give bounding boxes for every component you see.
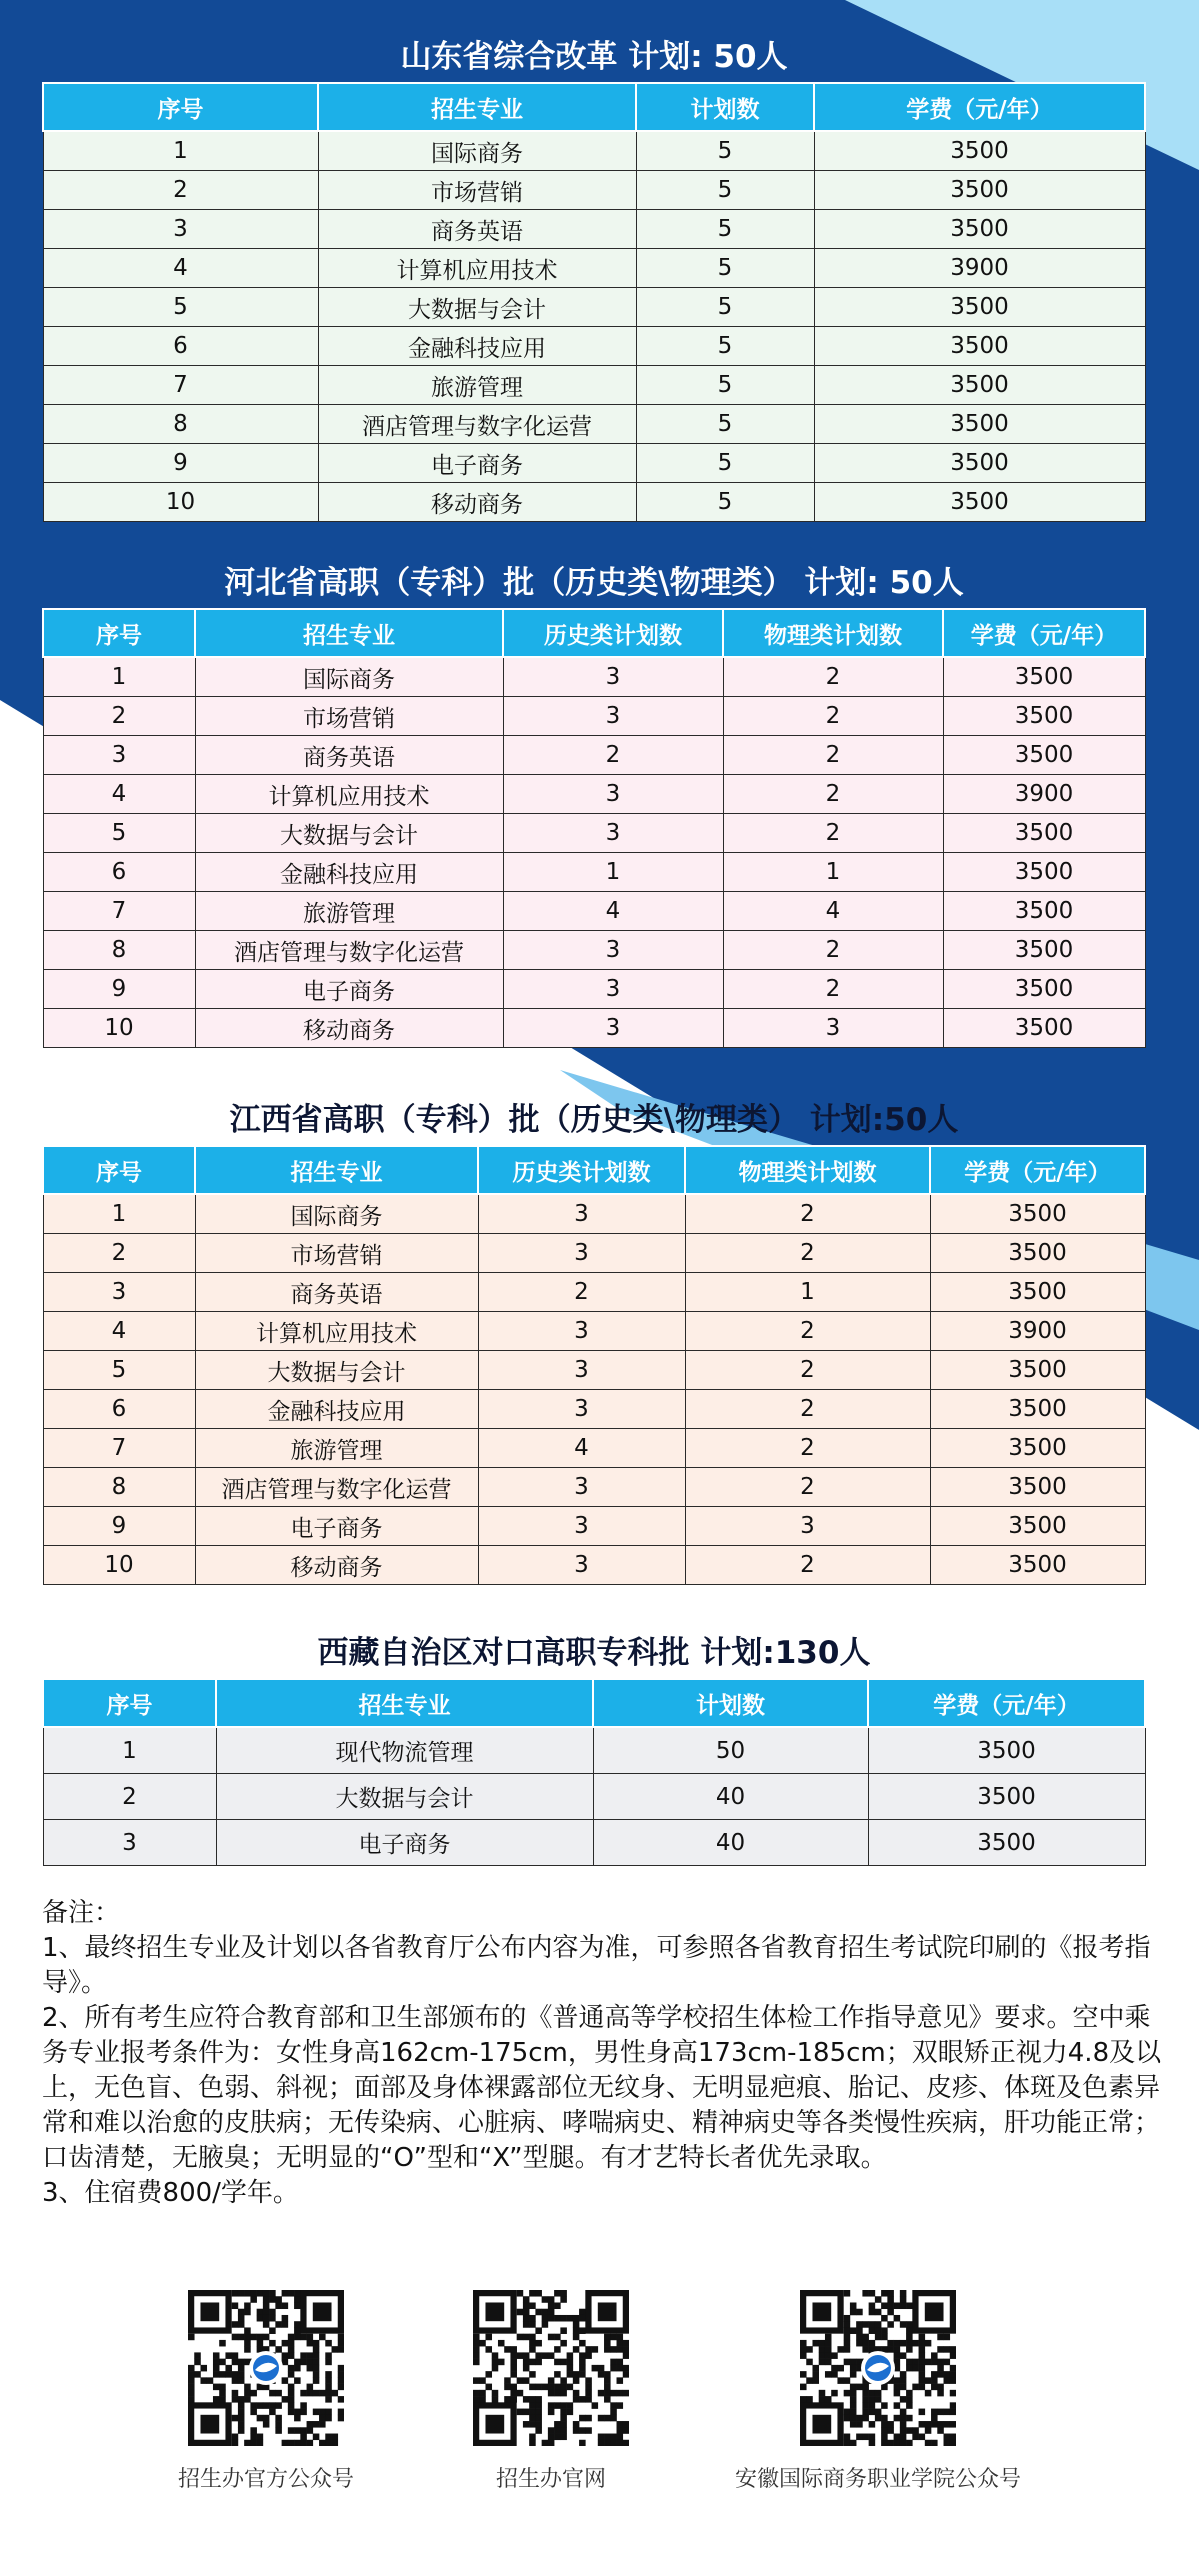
table-row <box>43 1234 1145 1273</box>
section-shandong <box>42 32 1146 522</box>
table-cell: 3 <box>478 1234 685 1273</box>
table-cell: 2 <box>723 697 943 736</box>
column-header: 招生专业 <box>216 1679 593 1727</box>
table-cell: 5 <box>636 405 814 444</box>
table-cell: 商务英语 <box>318 210 636 249</box>
table-cell: 计算机应用技术 <box>195 775 503 814</box>
plan-table <box>42 82 1146 522</box>
column-header: 计划数 <box>593 1679 868 1727</box>
table-cell: 3500 <box>930 1351 1145 1390</box>
table-cell: 1 <box>43 131 318 171</box>
table-cell: 3 <box>478 1351 685 1390</box>
table-cell: 3 <box>723 1009 943 1048</box>
table-row <box>43 366 1145 405</box>
note-item: 2、所有考生应符合教育部和卫生部颁布的《普通高等学校招生体检工作指导意见》要求。空中乘务专业报考条件为：女性身高162cm-175cm，男性身高173cm-185cm；双眼矫正视力4.8及以上，无色盲、色弱、斜视；面部及身体裸露部位无纹身、无明显疤痕、胎记、皮疹、体斑及色素异常和难以治愈的皮肤病；无传染病、心脏病、哮喘病史、精神病史等各类慢性疾病，肝功能正常；口齿清楚，无腋臭；无明显的“O”型和“X”型腿。有才艺特长者优先录取。 <box>42 2003 1162 2173</box>
table-cell: 7 <box>43 892 195 931</box>
table-cell: 3500 <box>930 1390 1145 1429</box>
table-cell: 旅游管理 <box>195 1429 478 1468</box>
table-cell: 3500 <box>943 736 1145 775</box>
table-cell: 7 <box>43 366 318 405</box>
table-cell: 9 <box>43 444 318 483</box>
table-cell: 市场营销 <box>318 171 636 210</box>
table-header-row <box>43 1146 1145 1194</box>
table-cell: 3500 <box>930 1273 1145 1312</box>
table-cell: 3900 <box>814 249 1145 288</box>
table-cell: 3500 <box>814 210 1145 249</box>
table-cell: 酒店管理与数字化运营 <box>195 1468 478 1507</box>
table-row <box>43 1429 1145 1468</box>
table-cell: 3500 <box>814 405 1145 444</box>
table-cell: 2 <box>685 1312 930 1351</box>
table-cell: 国际商务 <box>195 657 503 697</box>
table-row <box>43 892 1145 931</box>
table-cell: 3 <box>503 697 723 736</box>
table-cell: 2 <box>723 775 943 814</box>
table-cell: 5 <box>636 288 814 327</box>
plan-table <box>42 608 1146 1048</box>
table-cell: 6 <box>43 853 195 892</box>
table-cell: 2 <box>43 1234 195 1273</box>
table-cell: 计算机应用技术 <box>195 1312 478 1351</box>
table-row <box>43 249 1145 288</box>
table-cell: 3 <box>43 736 195 775</box>
table-row <box>43 288 1145 327</box>
table-cell: 3 <box>478 1194 685 1234</box>
section-title: 河北省高职（专科）批（历史类\物理类） 计划: 50人 <box>224 565 964 601</box>
table-cell: 5 <box>636 327 814 366</box>
table-cell: 移动商务 <box>195 1009 503 1048</box>
table-cell: 3500 <box>943 892 1145 931</box>
plan-table <box>42 1145 1146 1585</box>
table-cell: 3500 <box>943 657 1145 697</box>
table-cell: 3500 <box>943 931 1145 970</box>
qr-code-icon[interactable] <box>473 2290 629 2446</box>
table-cell: 3 <box>503 775 723 814</box>
table-cell: 大数据与会计 <box>195 814 503 853</box>
table-cell: 3900 <box>930 1312 1145 1351</box>
table-cell: 2 <box>43 697 195 736</box>
table-cell: 50 <box>593 1727 868 1774</box>
table-cell: 国际商务 <box>195 1194 478 1234</box>
table-cell: 5 <box>636 444 814 483</box>
column-header: 学费（元/年） <box>930 1146 1145 1194</box>
table-cell: 4 <box>43 775 195 814</box>
column-header: 招生专业 <box>318 83 636 131</box>
table-cell: 3 <box>43 1273 195 1312</box>
table-cell: 旅游管理 <box>195 892 503 931</box>
table-cell: 3500 <box>814 366 1145 405</box>
column-header: 学费（元/年） <box>814 83 1145 131</box>
table-cell: 3500 <box>930 1429 1145 1468</box>
table-cell: 酒店管理与数字化运营 <box>318 405 636 444</box>
table-cell: 8 <box>43 1468 195 1507</box>
table-cell: 1 <box>43 1727 216 1774</box>
table-cell: 3500 <box>814 171 1145 210</box>
table-cell: 8 <box>43 931 195 970</box>
table-cell: 3500 <box>814 444 1145 483</box>
table-cell: 酒店管理与数字化运营 <box>195 931 503 970</box>
table-cell: 电子商务 <box>216 1820 593 1866</box>
table-cell: 金融科技应用 <box>318 327 636 366</box>
notes-heading: 备注： <box>42 1898 121 1928</box>
table-cell: 2 <box>685 1194 930 1234</box>
section-title: 山东省综合改革 计划: 50人 <box>400 39 788 75</box>
table-cell: 移动商务 <box>195 1546 478 1585</box>
qr-label: 招生办官网 <box>495 2467 606 2492</box>
table-cell: 2 <box>685 1468 930 1507</box>
table-cell: 3500 <box>930 1234 1145 1273</box>
plan-table <box>42 1678 1146 1866</box>
table-cell: 4 <box>43 1312 195 1351</box>
table-cell: 市场营销 <box>195 1234 478 1273</box>
table-cell: 5 <box>636 210 814 249</box>
table-row <box>43 775 1145 814</box>
column-header: 序号 <box>43 83 318 131</box>
table-cell: 3500 <box>814 131 1145 171</box>
qr-college-account[interactable] <box>713 2290 1043 2493</box>
qr-label: 招生办官方公众号 <box>177 2467 354 2492</box>
table-row <box>43 1390 1145 1429</box>
column-header: 物理类计划数 <box>685 1146 930 1194</box>
table-cell: 3 <box>503 1009 723 1048</box>
table-cell: 4 <box>43 249 318 288</box>
table-cell: 市场营销 <box>195 697 503 736</box>
table-cell: 商务英语 <box>195 1273 478 1312</box>
notes-block <box>42 1896 1172 2211</box>
table-cell: 3 <box>503 657 723 697</box>
table-row <box>43 931 1145 970</box>
table-cell: 3500 <box>943 970 1145 1009</box>
qr-label: 安徽国际商务职业学院公众号 <box>734 2467 1021 2492</box>
table-cell: 3 <box>503 970 723 1009</box>
table-cell: 3 <box>478 1546 685 1585</box>
table-cell: 5 <box>636 366 814 405</box>
table-cell: 4 <box>503 892 723 931</box>
table-row <box>43 1312 1145 1351</box>
table-cell: 3500 <box>943 697 1145 736</box>
section-hebei <box>42 558 1146 1048</box>
note-item: 1、最终招生专业及计划以各省教育厅公布内容为准，可参照各省教育招生考试院印刷的《报考指导》。 <box>42 1933 1151 1998</box>
table-cell: 2 <box>43 171 318 210</box>
table-cell: 6 <box>43 1390 195 1429</box>
table-cell: 1 <box>723 853 943 892</box>
table-cell: 旅游管理 <box>318 366 636 405</box>
table-row <box>43 405 1145 444</box>
column-header: 招生专业 <box>195 609 503 657</box>
table-cell: 电子商务 <box>318 444 636 483</box>
table-cell: 5 <box>43 814 195 853</box>
table-row <box>43 210 1145 249</box>
table-cell: 3 <box>503 931 723 970</box>
table-cell: 3500 <box>814 483 1145 522</box>
table-cell: 6 <box>43 327 318 366</box>
table-cell: 4 <box>478 1429 685 1468</box>
table-cell: 3 <box>43 210 318 249</box>
table-cell: 3500 <box>930 1546 1145 1585</box>
table-row <box>43 657 1145 697</box>
table-cell: 3500 <box>930 1194 1145 1234</box>
table-cell: 3500 <box>943 814 1145 853</box>
table-cell: 2 <box>685 1390 930 1429</box>
table-cell: 9 <box>43 970 195 1009</box>
table-cell: 1 <box>43 657 195 697</box>
table-row <box>43 1774 1145 1820</box>
table-cell: 5 <box>43 288 318 327</box>
table-cell: 3500 <box>943 853 1145 892</box>
table-cell: 2 <box>723 931 943 970</box>
table-cell: 5 <box>43 1351 195 1390</box>
table-cell: 5 <box>636 131 814 171</box>
column-header: 招生专业 <box>195 1146 478 1194</box>
column-header: 序号 <box>43 1146 195 1194</box>
column-header: 计划数 <box>636 83 814 131</box>
table-cell: 3 <box>478 1312 685 1351</box>
table-cell: 电子商务 <box>195 1507 478 1546</box>
table-cell: 1 <box>685 1273 930 1312</box>
table-cell: 3 <box>478 1507 685 1546</box>
table-cell: 7 <box>43 1429 195 1468</box>
table-row <box>43 970 1145 1009</box>
table-row <box>43 853 1145 892</box>
table-row <box>43 327 1145 366</box>
table-cell: 移动商务 <box>318 483 636 522</box>
qr-code-icon[interactable] <box>800 2290 956 2446</box>
table-row <box>43 483 1145 522</box>
table-cell: 计算机应用技术 <box>318 249 636 288</box>
table-cell: 电子商务 <box>195 970 503 1009</box>
table-header-row <box>43 83 1145 131</box>
section-title: 西藏自治区对口高职专科批 计划:130人 <box>317 1635 871 1671</box>
table-row <box>43 444 1145 483</box>
table-cell: 9 <box>43 1507 195 1546</box>
table-cell: 大数据与会计 <box>216 1774 593 1820</box>
table-cell: 3500 <box>814 288 1145 327</box>
table-cell: 10 <box>43 1009 195 1048</box>
table-row <box>43 1546 1145 1585</box>
qr-official-account[interactable] <box>148 2290 384 2493</box>
table-cell: 2 <box>723 814 943 853</box>
table-cell: 3 <box>478 1390 685 1429</box>
table-cell: 2 <box>723 970 943 1009</box>
table-row <box>43 1468 1145 1507</box>
table-cell: 3500 <box>930 1468 1145 1507</box>
table-cell: 大数据与会计 <box>195 1351 478 1390</box>
table-cell: 2 <box>685 1429 930 1468</box>
table-row <box>43 131 1145 171</box>
table-cell: 10 <box>43 1546 195 1585</box>
table-cell: 3500 <box>868 1774 1145 1820</box>
table-row <box>43 1727 1145 1774</box>
table-cell: 3500 <box>943 1009 1145 1048</box>
table-header-row <box>43 609 1145 657</box>
table-cell: 5 <box>636 171 814 210</box>
table-cell: 2 <box>503 736 723 775</box>
table-cell: 3 <box>685 1507 930 1546</box>
table-cell: 3500 <box>868 1820 1145 1866</box>
table-cell: 国际商务 <box>318 131 636 171</box>
table-row <box>43 1273 1145 1312</box>
qr-official-website[interactable] <box>451 2290 651 2493</box>
table-row <box>43 171 1145 210</box>
table-cell: 2 <box>43 1774 216 1820</box>
table-cell: 5 <box>636 249 814 288</box>
note-item: 3、住宿费800/学年。 <box>42 2178 299 2208</box>
section-jiangxi <box>42 1095 1146 1585</box>
table-row <box>43 814 1145 853</box>
table-cell: 8 <box>43 405 318 444</box>
table-cell: 大数据与会计 <box>318 288 636 327</box>
table-cell: 商务英语 <box>195 736 503 775</box>
table-cell: 40 <box>593 1774 868 1820</box>
table-cell: 金融科技应用 <box>195 1390 478 1429</box>
table-cell: 1 <box>503 853 723 892</box>
table-cell: 5 <box>636 483 814 522</box>
table-cell: 4 <box>723 892 943 931</box>
table-row <box>43 1351 1145 1390</box>
column-header: 历史类计划数 <box>478 1146 685 1194</box>
column-header: 物理类计划数 <box>723 609 943 657</box>
table-cell: 3500 <box>930 1507 1145 1546</box>
column-header: 序号 <box>43 1679 216 1727</box>
table-cell: 3500 <box>814 327 1145 366</box>
table-header-row <box>43 1679 1145 1727</box>
table-row <box>43 1009 1145 1048</box>
table-cell: 3 <box>503 814 723 853</box>
table-cell: 10 <box>43 483 318 522</box>
column-header: 学费（元/年） <box>868 1679 1145 1727</box>
table-row <box>43 736 1145 775</box>
table-cell: 1 <box>43 1194 195 1234</box>
table-cell: 3 <box>43 1820 216 1866</box>
table-cell: 3500 <box>868 1727 1145 1774</box>
table-row <box>43 1820 1145 1866</box>
table-cell: 金融科技应用 <box>195 853 503 892</box>
table-cell: 2 <box>478 1273 685 1312</box>
table-cell: 3 <box>478 1468 685 1507</box>
table-row <box>43 697 1145 736</box>
table-cell: 40 <box>593 1820 868 1866</box>
column-header: 历史类计划数 <box>503 609 723 657</box>
table-cell: 2 <box>685 1546 930 1585</box>
table-cell: 2 <box>723 657 943 697</box>
table-cell: 现代物流管理 <box>216 1727 593 1774</box>
column-header: 学费（元/年） <box>943 609 1145 657</box>
section-xizang <box>42 1628 1146 1866</box>
table-cell: 2 <box>723 736 943 775</box>
table-cell: 2 <box>685 1351 930 1390</box>
table-cell: 3900 <box>943 775 1145 814</box>
column-header: 序号 <box>43 609 195 657</box>
table-cell: 2 <box>685 1234 930 1273</box>
qr-code-icon[interactable] <box>188 2290 344 2446</box>
table-row <box>43 1507 1145 1546</box>
section-title: 江西省高职（专科）批（历史类\物理类） 计划:50人 <box>229 1102 959 1138</box>
table-row <box>43 1194 1145 1234</box>
